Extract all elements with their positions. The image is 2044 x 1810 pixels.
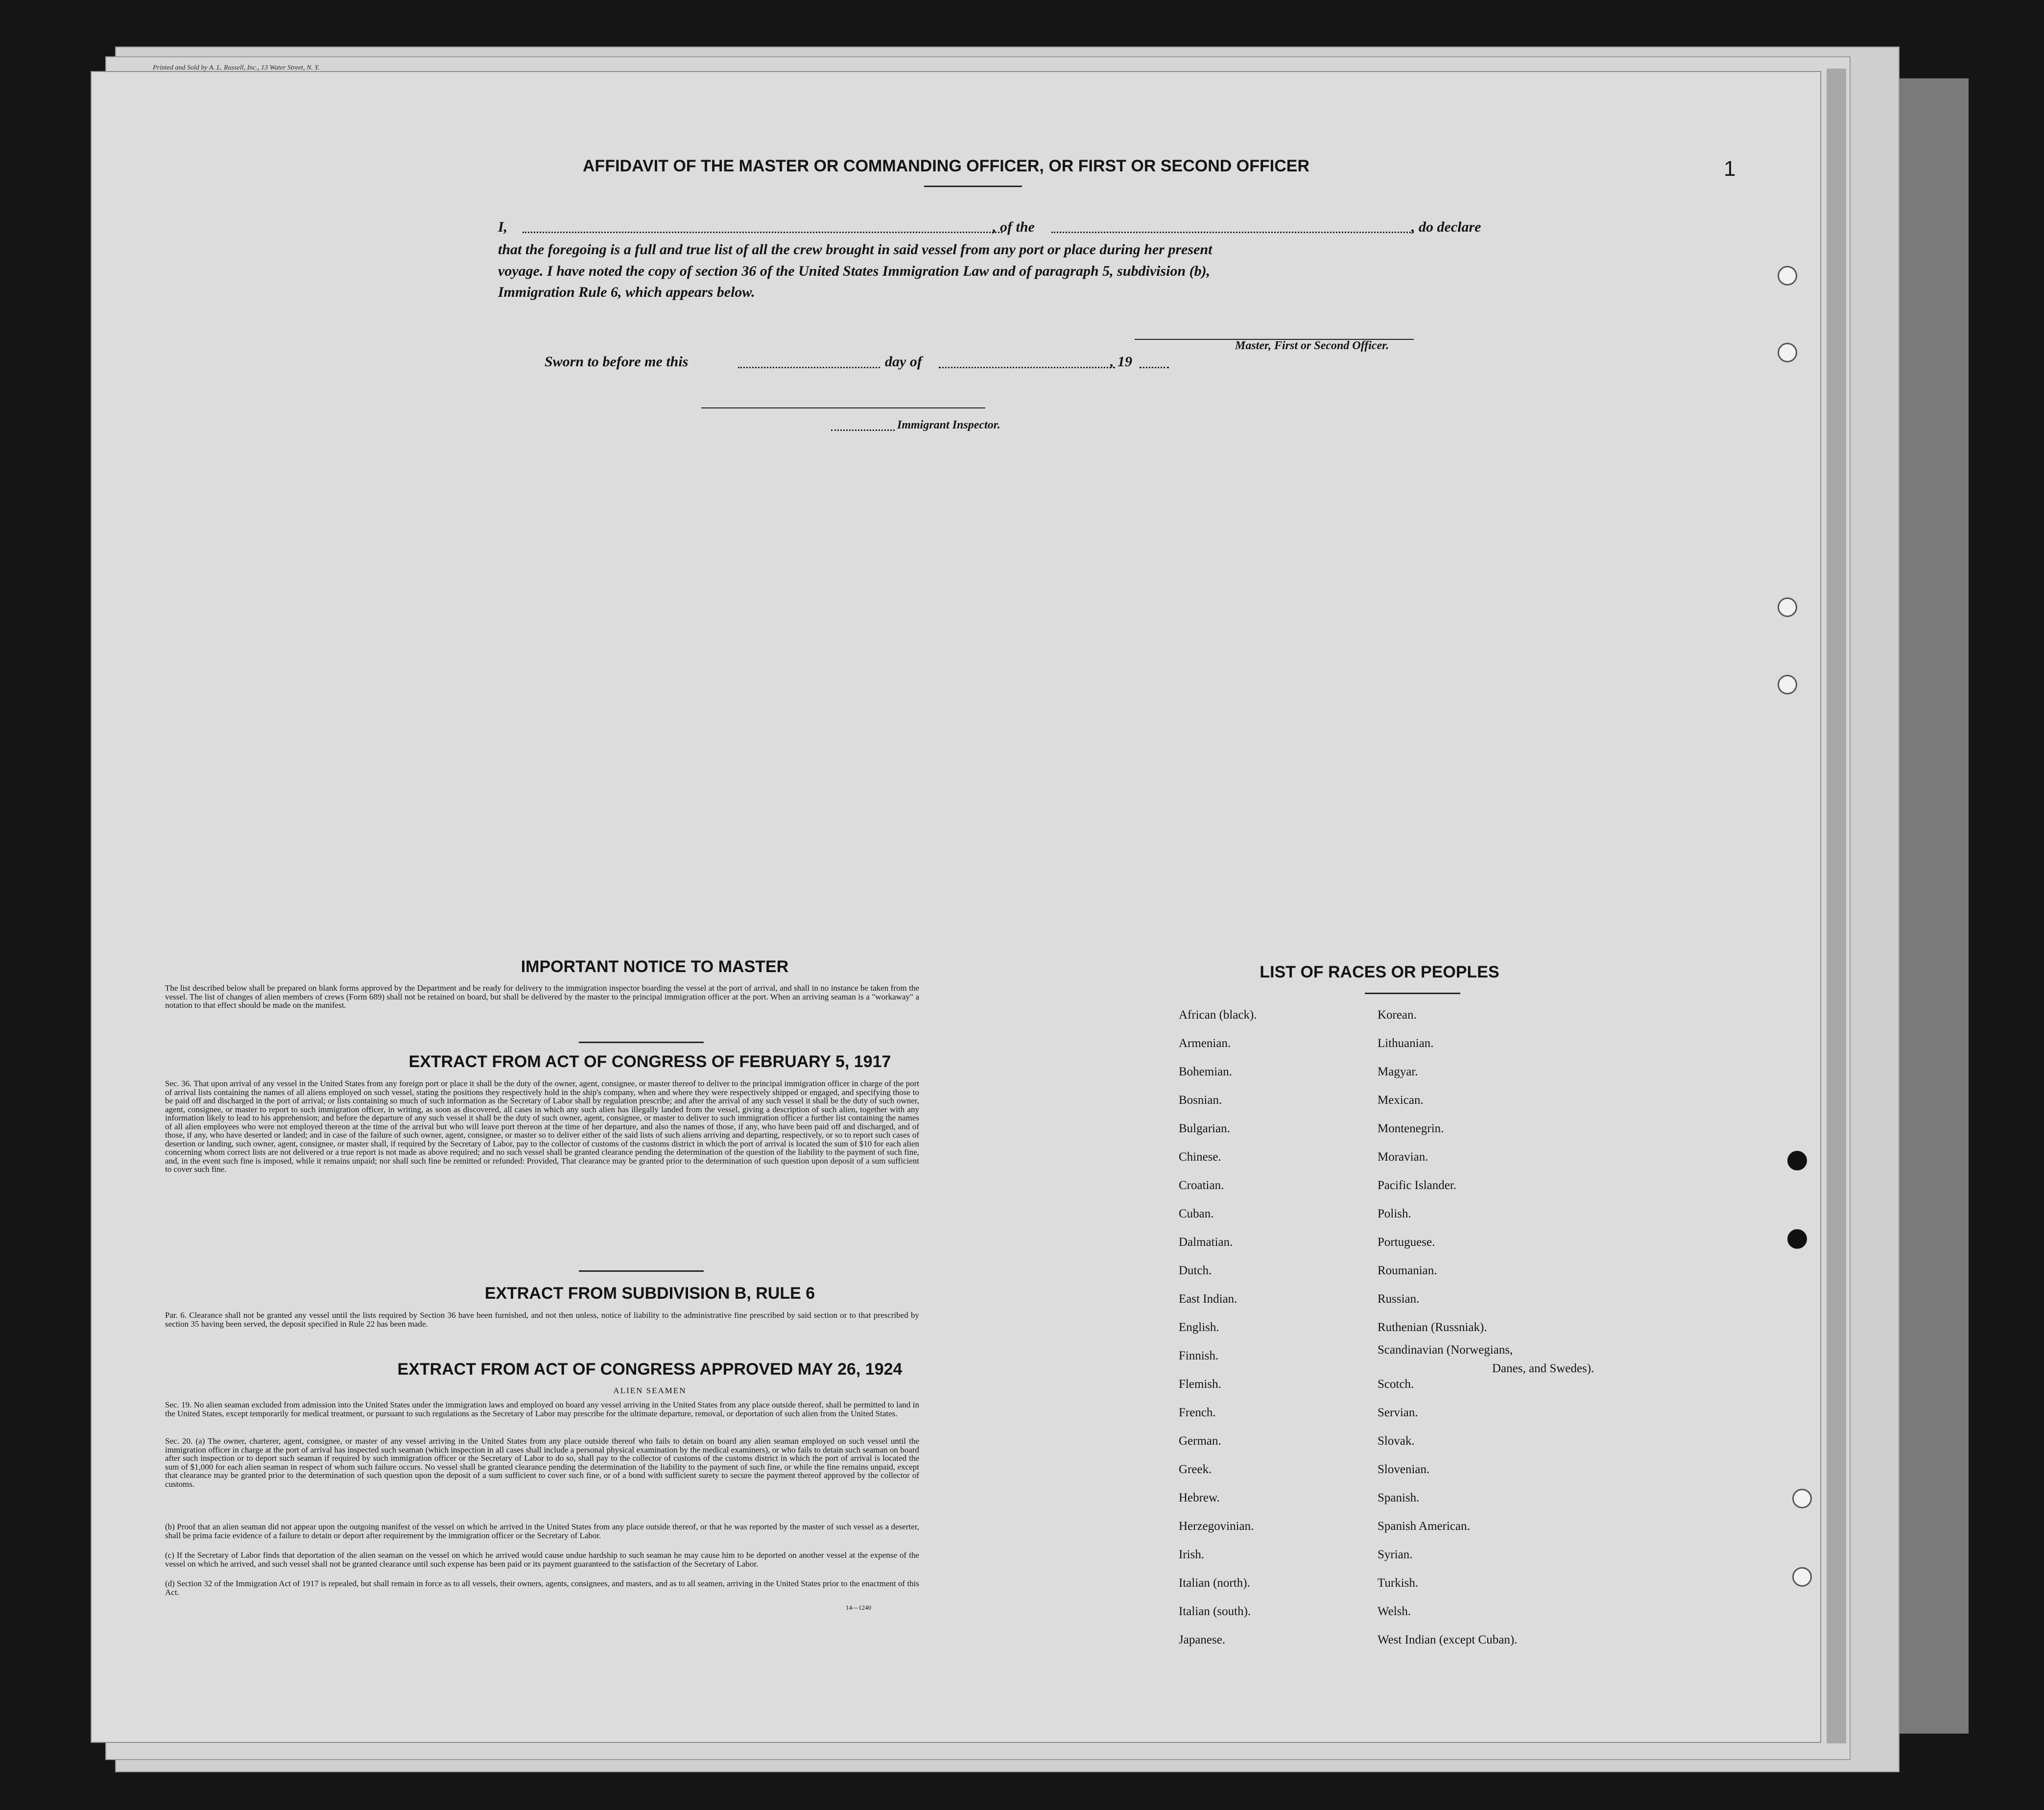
vessel-blank bbox=[1051, 232, 1414, 233]
race-item: Portuguese. bbox=[1378, 1236, 1435, 1249]
race-item: West Indian (except Cuban). bbox=[1378, 1633, 1518, 1646]
extract1-rule bbox=[579, 1270, 704, 1272]
race-item: Greek. bbox=[1179, 1463, 1212, 1476]
race-item: East Indian. bbox=[1179, 1292, 1237, 1306]
races-title: LIST OF RACES OR PEOPLES bbox=[1260, 963, 1499, 981]
binder-hole bbox=[1778, 266, 1797, 286]
race-item: Bosnian. bbox=[1179, 1094, 1222, 1107]
race-item: Roumanian. bbox=[1378, 1264, 1437, 1277]
day-of: day of bbox=[885, 354, 922, 370]
race-item: Montenegrin. bbox=[1378, 1122, 1444, 1135]
master-signature-label: Master, First or Second Officer. bbox=[1235, 339, 1389, 352]
race-item: Cuban. bbox=[1179, 1207, 1214, 1220]
race-item: Spanish. bbox=[1378, 1491, 1420, 1504]
printer-line: Printed and Sold by A. L. Russell, Inc., 13 Water Street, N. Y. bbox=[153, 64, 320, 71]
notice-body: The list described below shall be prepared on blank forms approved by the Department and be ready for delivery to the immigration inspector boarding the vessel at the port of arrival, and shall in no instance be taken from the vessel. The list of changes of alien members of crews (Form 689) shall not be retained on board, but shall be delivered by the master to the principal immigration officer at the port. When an arriving seaman is a "workaway" a notation to that effect should be made on the manifest. bbox=[165, 983, 919, 1010]
extract2-body: Par. 6. Clearance shall not be granted any vessel until the lists required by Section 36 have been furnished, and not then unless, notice of liability to the administrative fine prescribed by said section or to that prescribed by section 35 having been served, the deposit specified in Rule 22 has been made. bbox=[165, 1310, 919, 1329]
inspector-signature-line bbox=[701, 407, 985, 408]
day-blank bbox=[738, 367, 880, 368]
binder-hole bbox=[1792, 1489, 1812, 1508]
race-item: Armenian. bbox=[1179, 1037, 1231, 1050]
race-item: Bohemian. bbox=[1179, 1065, 1233, 1078]
binder-hole bbox=[1787, 1229, 1807, 1249]
race-item: Syrian. bbox=[1378, 1548, 1413, 1561]
extract3-sec20a: Sec. 20. (a) The owner, charterer, agent, consignee, or master of any vessel arriving in the United States from any place outside thereof who fails to detain on board any alien seaman employed on such vessel until the immigration officer in charge at the port of arrival has inspected such seaman (which inspection in all cases shall include a personal physical examination by the medical examiners), or who fails to detain such seaman on board after such inspection or to deport such seaman if required by such immigration officer or the Secretary of Labor to do so, shall pay to the collector of customs of the customs district in which the port of arrival is located the sum of $1,000 for each alien seaman in respect of whom such failure occurs. No vessel shall be granted clearance pending the determination of the liability to the payment of such fine, or while the fine remains unpaid, except that clearance may be granted prior to the determination of such question upon the deposit of a sum sufficient to cover such fine, or of a bond with sufficient surety to secure the payment thereof approved by the collector of customs. bbox=[165, 1436, 919, 1489]
page-edge-strip bbox=[1827, 69, 1846, 1743]
extract1-title: EXTRACT FROM ACT OF CONGRESS OF FEBRUARY 5, 1917 bbox=[408, 1052, 891, 1071]
race-item: Magyar. bbox=[1378, 1065, 1418, 1078]
page-number: 1 bbox=[1724, 157, 1736, 181]
race-item: Korean. bbox=[1378, 1008, 1417, 1022]
extract3-sec20d: (d) Section 32 of the Immigration Act of 1917 is repealed, but shall remain in force as to all vessels, their owners, agents, consignees, and masters, and as to all seamen, arriving in the United States prior to the enactment of this Act. bbox=[165, 1579, 919, 1597]
extract3-sec19: Sec. 19. No alien seaman excluded from admission into the United States under the immigration laws and employed on board any vessel arriving in the United States from any place outside thereof, shall be permitted to land in the United States, except temporarily for medical treatment, or pursuant to such regulations as the Secretary of Labor may prescribe for the ultimate departure, removal, or deportation of such alien from the United States. bbox=[165, 1400, 919, 1418]
race-item: Danes, and Swedes). bbox=[1492, 1362, 1594, 1375]
race-item: Pacific Islander. bbox=[1378, 1179, 1457, 1192]
binder-hole bbox=[1778, 597, 1797, 617]
race-item: Ruthenian (Russniak). bbox=[1378, 1321, 1487, 1334]
extract1-body: Sec. 36. That upon arrival of any vessel in the United States from any foreign port or place it shall be the duty of the owner, agent, consignee, or master thereof to deliver to the principal immigration officer in charge of the port of arrival lists containing the names of all aliens employed on such vessel, stating the positions they respectively hold in the ship's company, when and where they were respectively shipped or engaged, and specifying those to be paid off and discharged in the port of arrival; or lists containing so much of such information as the Secretary of Labor shall by regulation prescribe; and after the arrival of any such vessel it shall be the duty of such owner, agent, consignee, or master to report to such immigration officer, in writing, as soon as discovered, all cases in which any such alien has illegally landed from the vessel, giving a description of such alien, together with any information likely to lead to his apprehension; and before the departure of any such vessel it shall be the duty of such owner, agent, consignee, or master to deliver to such immigration officer a further list containing the names of all alien employees who were not employed thereon at the time of the arrival but who will leave port thereon at the time of her departure, and also the names of those, if any, who have been paid off and discharged, and of those, if any, who have deserted or landed; and in case of the failure of such owner, agent, consignee, or master so to deliver either of the said lists of such aliens arriving and departing, respectively, or so to report such cases of desertion or landing, such owner, agent, consignee, or master shall, if required by the Secretary of Labor, pay to the collector of customs of the customs district in which the port of arrival is located the sum of $10 for each alien concerning whom correct lists are not delivered or a true report is not made as above required; and no such vessel shall be granted clearance pending the determination of the question of the liability to the payment of such fine, and, in the event such fine is imposed, while it remains unpaid; nor shall such fine be remitted or refunded: Provided, That clearance may be granted prior to the determination of such question upon deposit of a sum sufficient to cover such fine. bbox=[165, 1079, 919, 1174]
race-item: Dutch. bbox=[1179, 1264, 1212, 1277]
race-item: Slovak. bbox=[1378, 1434, 1415, 1448]
race-item: Herzegovinian. bbox=[1179, 1520, 1254, 1533]
race-item: Russian. bbox=[1378, 1292, 1420, 1306]
race-item: Scandinavian (Norwegians, bbox=[1378, 1343, 1513, 1357]
affidavit-of-the: , of the bbox=[993, 219, 1035, 235]
race-item: Scotch. bbox=[1378, 1378, 1414, 1391]
extract3-title: EXTRACT FROM ACT OF CONGRESS APPROVED MAY 26, 1924 bbox=[397, 1360, 903, 1379]
extract3-subtitle: ALIEN SEAMEN bbox=[613, 1386, 687, 1395]
race-item: Moravian. bbox=[1378, 1150, 1428, 1164]
affidavit-line4: Immigration Rule 6, which appears below. bbox=[498, 284, 755, 300]
race-item: Hebrew. bbox=[1179, 1491, 1220, 1504]
race-item: Mexican. bbox=[1378, 1094, 1424, 1107]
race-item: Spanish American. bbox=[1378, 1520, 1470, 1533]
race-item: English. bbox=[1179, 1321, 1219, 1334]
extract2-title: EXTRACT FROM SUBDIVISION B, RULE 6 bbox=[484, 1284, 815, 1303]
race-item: Italian (north). bbox=[1179, 1576, 1250, 1590]
race-item: Chinese. bbox=[1179, 1150, 1221, 1164]
race-item: Turkish. bbox=[1378, 1576, 1419, 1590]
race-item: German. bbox=[1179, 1434, 1221, 1448]
notice-rule bbox=[579, 1042, 704, 1043]
extract3-sec20b: (b) Proof that an alien seaman did not appear upon the outgoing manifest of the vessel on which he arrived in the United States from any place outside thereof, or that he was reported by the master of such vessel as a deserter, shall be prima facie evidence of a failure to detain or deport after requirement by the immigration officer or the Secretary of Labor. bbox=[165, 1522, 919, 1540]
binder-hole bbox=[1792, 1567, 1812, 1587]
race-item: French. bbox=[1179, 1406, 1216, 1419]
affidavit-do-declare: , do declare bbox=[1411, 219, 1481, 235]
races-rule bbox=[1365, 993, 1460, 994]
race-item: African (black). bbox=[1179, 1008, 1257, 1022]
manifest-page bbox=[91, 64, 1821, 1743]
race-item: Welsh. bbox=[1378, 1605, 1411, 1618]
race-item: Polish. bbox=[1378, 1207, 1411, 1220]
race-item: Japanese. bbox=[1179, 1633, 1226, 1646]
affidavit-line2: that the foregoing is a full and true list of all the crew brought in said vessel from any port or place during her present bbox=[498, 241, 1212, 258]
race-item: Finnish. bbox=[1179, 1349, 1219, 1362]
race-item: Lithuanian. bbox=[1378, 1037, 1434, 1050]
extract3-sec20c: (c) If the Secretary of Labor finds that deportation of the alien seaman on the vessel on which he arrived would cause undue hardship to such seaman he may cause him to be deported on another vessel at the expense of the vessel on which he arrived, and such vessel shall not be granted clearance until such expense has been paid or its payment guaranteed to the satisfaction of the Secretary of Labor. bbox=[165, 1550, 919, 1569]
race-item: Irish. bbox=[1179, 1548, 1205, 1561]
year-prefix: , 19 bbox=[1110, 354, 1132, 370]
affidavit-title: AFFIDAVIT OF THE MASTER OR COMMANDING OFFICER, OR FIRST OR SECOND OFFICER bbox=[583, 157, 1309, 175]
title-rule bbox=[924, 186, 1022, 187]
sworn-prefix: Sworn to before me this bbox=[545, 354, 689, 370]
race-item: Slovenian. bbox=[1378, 1463, 1430, 1476]
race-item: Italian (south). bbox=[1179, 1605, 1251, 1618]
inspector-dots bbox=[831, 429, 895, 431]
race-item: Croatian. bbox=[1179, 1179, 1224, 1192]
binder-hole bbox=[1778, 343, 1797, 362]
race-item: Bulgarian. bbox=[1179, 1122, 1230, 1135]
binder-hole bbox=[1787, 1151, 1807, 1170]
month-blank bbox=[939, 367, 1115, 368]
notice-title: IMPORTANT NOTICE TO MASTER bbox=[521, 957, 789, 976]
form-number: 14—1240 bbox=[846, 1604, 871, 1611]
inspector-label: Immigrant Inspector. bbox=[897, 419, 1000, 431]
affidavit-line3: voyage. I have noted the copy of section 36 of the United States Immigration Law and of paragraph 5, subdivision (b), bbox=[498, 263, 1211, 279]
year-blank bbox=[1140, 367, 1169, 368]
binder-hole bbox=[1778, 675, 1797, 694]
affidavit-i: I, bbox=[498, 219, 508, 235]
race-item: Flemish. bbox=[1179, 1378, 1221, 1391]
race-item: Dalmatian. bbox=[1179, 1236, 1233, 1249]
name-blank bbox=[523, 232, 1002, 233]
race-item: Servian. bbox=[1378, 1406, 1418, 1419]
